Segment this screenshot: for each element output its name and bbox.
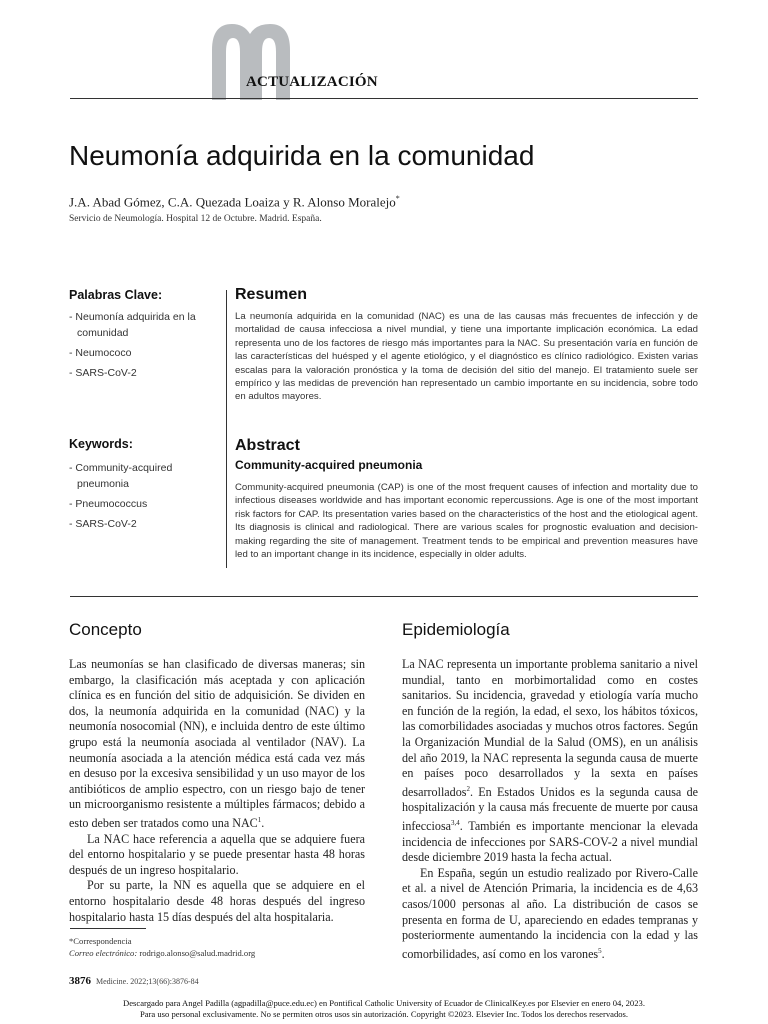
abstract-subheading: Community-acquired pneumonia — [235, 458, 423, 472]
resumen-text: La neumonía adquirida en la comunidad (NAC) es una de las causas más frecuentes de infección y de mortalidad de causa infecciosa a nivel mundial, y tiene una importante implicación económica. La edad representa uno de los factores de riesgo más importantes para la NAC. Su presentación varía en función de las características del huésped y el agente etiológico, y el diagnóstico es clínico radiológico. Existen varias escalas para la valoración pronóstica y la toma de decisión del sitio del manejo. El tratamiento suele ser empírico y las medidas de prevención han representado un cambio importante en su incidencia, sobre todo en adultos mayores. — [235, 311, 698, 403]
authors-text: J.A. Abad Gómez, C.A. Quezada Loaiza y R. Alonso Moralejo — [69, 194, 396, 210]
paragraph-end: . — [601, 946, 605, 961]
reference-mark: 3,4 — [451, 818, 460, 827]
email-address[interactable]: rodrigo.alonso@salud.madrid.org — [139, 948, 256, 958]
concepto-heading: Concepto — [69, 620, 142, 639]
reference-mark: 2 — [466, 784, 470, 793]
paragraph-text: La NAC representa un importante problema sanitario a nivel mundial, tanto en morbimortalidad como en costes sanitarios. Su incidencia, gravedad y etiología varía mucho en función de la región, la edad, el sexo, los hábitos tóxicos, las comorbilidades asociadas y muchos otros factores. Según la Organización Mundial de la Salud (OMS), en un análisis del año 2019, la NAC representa la segunda causa de muerte en países poco desarrollados y la sexta en países desarrollados — [402, 657, 698, 799]
correspondence-note: *Correspondencia — [69, 936, 132, 946]
epidemiologia-heading: Epidemiología — [402, 620, 510, 639]
keyword-item: - Community-acquired pneumonia — [69, 462, 173, 490]
keywords-heading: Keywords: — [69, 437, 133, 451]
page-number: 3876 — [69, 975, 91, 987]
article-authors — [69, 194, 400, 210]
download-notice-line: Para uso personal exclusivamente. No se permiten otros usos sin autorización. Copyright ©2023. Elsevier Inc. Todos los derechos reservados. — [139, 1008, 629, 1019]
abstract-text: Community-acquired pneumonia (CAP) is one of the most frequent causes of infection and mortality due to infectious diseases worldwide and has important economic repercussions. Age is one of the most important risk factors for CAP. Its presentation varies based on the characteristics of the host and the etiological agent. Its diagnosis is clinical and radiological. There are various scales for prognostic evaluation and decision-making regarding the site of management. Treatment tends to be empirical and prevention measures have led to an important change in its incidence, especially in older adults. — [235, 482, 698, 561]
paragraph-end: . — [261, 815, 265, 830]
journal-reference: Medicine. 2022;13(66):3876-84 — [96, 977, 199, 986]
reference-mark: 5 — [598, 946, 602, 955]
article-affiliation: Servicio de Neumología. Hospital 12 de Octubre. Madrid. España. — [69, 214, 322, 224]
section-divider — [70, 596, 698, 597]
paragraph-text: En España, según un estudio realizado por Rivero-Calle et al. a nivel de Atención Primaria, la incidencia es de 4,63 casos/1000 personas al año. La distribución de casos se presenta en forma de U, apareciendo en edades tempranas y posteriormente aumentando la incidencia con la edad y las comorbilidades, así como en los varones — [402, 865, 698, 961]
download-notice — [0, 998, 768, 1019]
footnote-divider — [70, 928, 146, 929]
concepto-paragraph: La NAC hace referencia a aquella que se adquiere fuera del entorno hospitalario y se puede presentar hasta 48 horas después de un ingreso hospitalario. — [69, 831, 365, 877]
keyword-item: - Neumonía adquirida en la comunidad — [69, 311, 196, 339]
epidemiologia-paragraph — [402, 657, 698, 866]
concepto-paragraph — [69, 657, 365, 832]
correspondence-email — [69, 948, 255, 958]
epidemiologia-body — [402, 657, 698, 962]
column-divider — [226, 290, 227, 568]
epidemiologia-paragraph — [402, 866, 698, 963]
paragraph-text: Las neumonías se han clasificado de diversas maneras; sin embargo, la clasificación más aceptada y con aplicación clínica es en función del sitio de adquisición. Se dividen en dos, la neumonía adquirida en la comunidad (NAC) y la neumonía nosocomial (NN), e incluida dentro de este último grupo está la neumonía asociada al ventilador (NAV). La neumonía asociada a la atención médica está cada vez más en desuso por la excesiva sensibilidad y un uso mayor de los antibióticos de amplio espectro, con un riesgo bajo de tener un microorganismo resistente a múltiples fármacos; debido a esto deben ser tratados como una NAC — [69, 657, 365, 830]
paragraph-text: . También es importante mencionar la elevada incidencia de infecciones por SARS-COV-2 a nivel mundial desde diciembre 2019 hasta la fecha actual. — [402, 819, 698, 865]
palabras-clave-heading: Palabras Clave: — [69, 288, 163, 302]
palabras-clave-list — [69, 309, 219, 385]
concepto-paragraph: Por su parte, la NN es aquella que se adquiere en el entorno hospitalario desde 48 horas después del ingreso hospitalario hasta 15 días después del alta hospitalaria. — [69, 878, 365, 924]
keyword-item: - SARS-CoV-2 — [69, 367, 137, 379]
section-label: ACTUALIZACIÓN — [246, 74, 378, 90]
concepto-body — [69, 657, 365, 925]
resumen-heading: Resumen — [235, 286, 308, 303]
email-label: Correo electrónico: — [69, 948, 138, 958]
correspondence-mark: * — [395, 194, 400, 203]
article-title: Neumonía adquirida en la comunidad — [69, 140, 535, 171]
keyword-item: - Pneumococcus — [69, 498, 148, 510]
abstract-heading: Abstract — [235, 437, 300, 454]
keyword-item: - Neumococo — [69, 347, 132, 359]
download-notice-line: Descargado para Angel Padilla (agpadilla@puce.edu.ec) en Pontifical Catholic University of Ecuador de ClinicalKey.es por Elsevier en enero 04, 2023. — [123, 998, 645, 1008]
keyword-item: - SARS-CoV-2 — [69, 518, 137, 530]
header-divider — [70, 98, 698, 99]
paragraph-text: . En Estados Unidos es la segunda causa de hospitalización y la causa más frecuente de muerte por causa infecciosa — [402, 784, 698, 833]
reference-mark: 1 — [257, 815, 262, 824]
keywords-list — [69, 460, 219, 536]
